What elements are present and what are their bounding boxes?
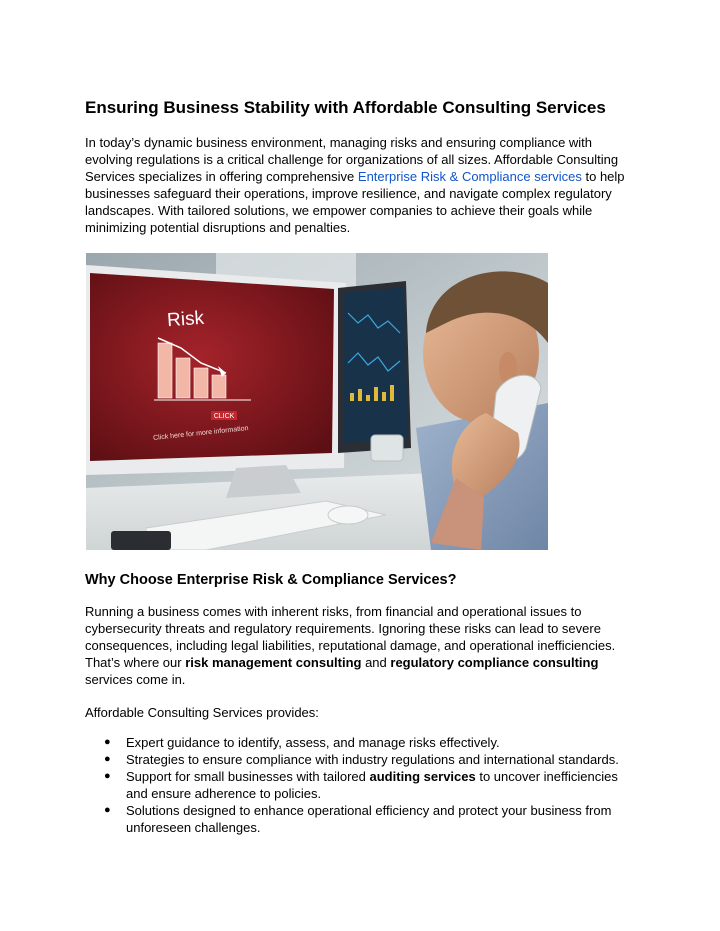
regulatory-compliance-bold: regulatory compliance consulting — [390, 655, 599, 670]
intro-paragraph — [85, 134, 633, 236]
para2-text1: Running a business comes with inherent risks, from financial and operational issues to cybersecurity threats and regulatory requirements. Ignoring these risks can lead to severe consequences, including legal liabilities, reputational damage, and operational inefficiencies. That’s where our — [85, 604, 616, 670]
para2-text2: and — [361, 655, 391, 670]
list-item — [85, 802, 630, 836]
bullet-1-text: Expert guidance to identify, assess, and manage risks effectively. — [126, 735, 500, 750]
risk-monitor-photo — [86, 253, 548, 550]
bullet-icon: ● — [104, 753, 111, 765]
section-heading: Why Choose Enterprise Risk & Compliance Services? — [85, 572, 457, 588]
risk-screen-title: Risk — [166, 307, 205, 332]
bullet-icon: ● — [104, 804, 111, 816]
bullet-icon: ● — [104, 736, 111, 748]
intro-text-start: In today’s dynamic business environment, managing risks and ensuring compliance with evolving regulations is a critical challenge for organizations of all sizes. Affordable Consulting Services specializes in offering comprehensive — [85, 135, 619, 184]
list-item — [85, 734, 630, 751]
bullet-4-text: Solutions designed to enhance operational efficiency and protect your business from unforeseen challenges. — [126, 803, 612, 835]
risk-management-bold: risk management consulting — [185, 655, 362, 670]
bullet-3-text-end: to uncover inefficiencies and ensure adherence to policies. — [126, 769, 618, 801]
list-item — [85, 751, 630, 768]
page-title: Ensuring Business Stability with Affordable Consulting Services — [85, 98, 606, 117]
click-button-text: CLICK — [213, 413, 235, 420]
services-list — [85, 734, 630, 836]
enterprise-risk-link[interactable]: Enterprise Risk & Compliance services — [357, 169, 582, 184]
click-caption-text: Click here for more information — [152, 425, 249, 442]
bullet-icon: ● — [104, 770, 111, 782]
list-item — [85, 768, 630, 802]
why-choose-paragraph — [85, 603, 633, 688]
provides-paragraph: Affordable Consulting Services provides: — [85, 705, 319, 720]
bullet-2-text: Strategies to ensure compliance with industry regulations and international standards. — [126, 752, 619, 767]
intro-text-end: to help businesses safeguard their operations, improve resilience, and navigate complex regulatory landscapes. With tailored solutions, we empower companies to achieve their goals while minimizing potential disruptions and penalties. — [85, 169, 625, 235]
para2-text3: services come in. — [85, 672, 186, 687]
bullet-3-text-start: Support for small businesses with tailored — [126, 769, 370, 784]
auditing-services-bold: auditing services — [369, 769, 476, 784]
